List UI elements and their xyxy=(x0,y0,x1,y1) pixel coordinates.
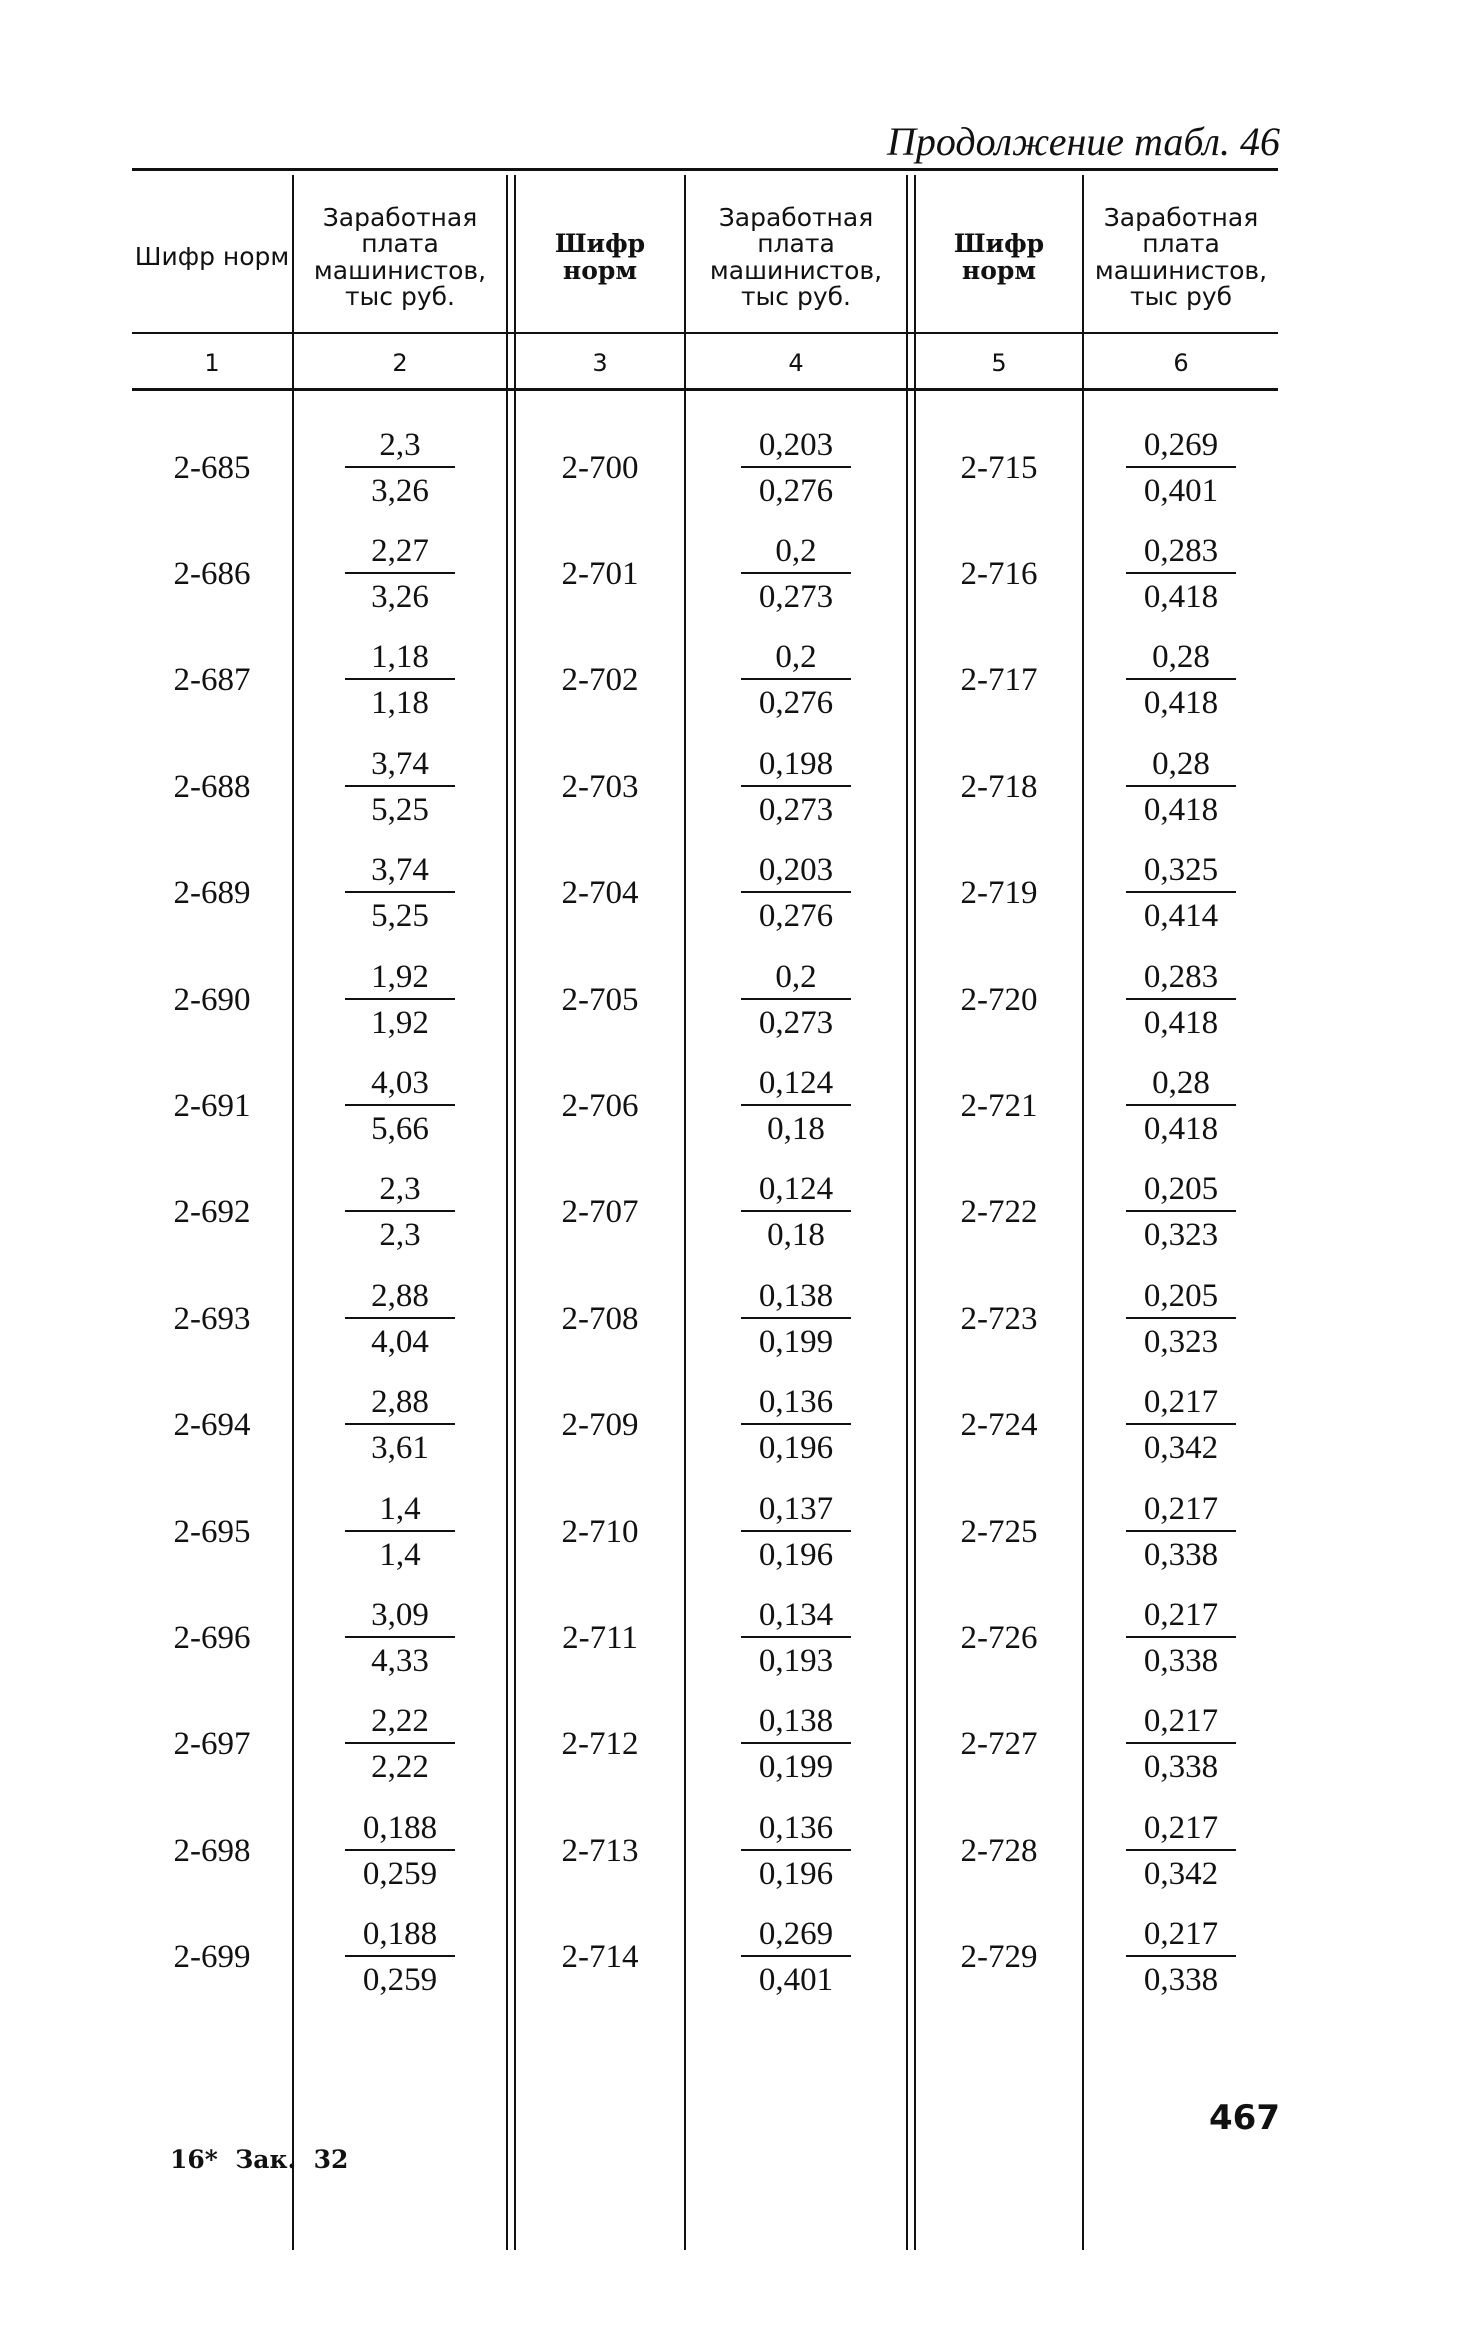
wage-denominator: 0,18 xyxy=(767,1110,825,1147)
norm-code-cell: 2-700 xyxy=(561,449,639,486)
wage-numerator: 3,74 xyxy=(345,748,455,787)
page-number: 467 xyxy=(1209,2098,1280,2138)
wage-denominator: 5,25 xyxy=(371,898,429,935)
norm-code-cell: 2-708 xyxy=(561,1300,639,1337)
norm-code-cell: 2-710 xyxy=(561,1513,639,1550)
wage-cell xyxy=(686,1585,906,1691)
norm-code-cell: 2-701 xyxy=(561,555,639,592)
wage-numerator: 0,217 xyxy=(1126,1705,1236,1744)
header-code-1: Шифр норм xyxy=(134,242,290,272)
wage-cell xyxy=(686,734,906,840)
wage-denominator: 0,342 xyxy=(1143,1430,1219,1467)
norm-code-cell: 2-688 xyxy=(173,768,251,805)
wage-denominator: 2,22 xyxy=(371,1749,429,1786)
norm-code-cell: 2-707 xyxy=(561,1194,639,1231)
wage-cell xyxy=(686,1053,906,1159)
wage-denominator: 0,323 xyxy=(1143,1323,1219,1360)
wage-numerator: 0,138 xyxy=(741,1705,851,1744)
wage-denominator: 0,338 xyxy=(1143,1536,1219,1573)
norm-code-cell: 2-705 xyxy=(561,981,639,1018)
wage-numerator: 0,203 xyxy=(741,854,851,893)
wage-denominator: 0,418 xyxy=(1143,791,1219,828)
wage-denominator: 3,26 xyxy=(371,472,429,509)
wage-denominator: 0,418 xyxy=(1143,1110,1219,1147)
norm-code-cell: 2-703 xyxy=(561,768,639,805)
wage-cell xyxy=(686,521,906,627)
column-number: 4 xyxy=(788,349,804,377)
column-number: 6 xyxy=(1173,349,1189,377)
norm-code-cell: 2-721 xyxy=(960,1087,1038,1124)
header-rule xyxy=(132,332,1278,334)
norm-code-cell: 2-725 xyxy=(960,1513,1038,1550)
wage-numerator: 0,188 xyxy=(345,1918,455,1957)
wage-numerator: 4,03 xyxy=(345,1067,455,1106)
wage-numerator: 0,137 xyxy=(741,1493,851,1532)
wage-denominator: 1,92 xyxy=(371,1004,429,1041)
wage-numerator: 0,28 xyxy=(1126,641,1236,680)
wage-cell xyxy=(294,1692,506,1798)
wage-numerator: 0,2 xyxy=(741,961,851,1000)
norm-code-cell: 2-719 xyxy=(960,875,1038,912)
wage-cell xyxy=(1084,1053,1278,1159)
wage-denominator: 1,18 xyxy=(371,685,429,722)
wage-cell xyxy=(294,1266,506,1372)
wage-denominator: 0,338 xyxy=(1143,1962,1219,1999)
wage-numerator: 3,09 xyxy=(345,1599,455,1638)
wage-denominator: 5,25 xyxy=(371,791,429,828)
wage-cell xyxy=(294,1585,506,1691)
wage-denominator: 0,273 xyxy=(758,578,834,615)
wage-cell xyxy=(1084,521,1278,627)
wage-cell xyxy=(1084,1266,1278,1372)
column-number: 1 xyxy=(204,349,220,377)
wage-numerator: 3,74 xyxy=(345,854,455,893)
norm-code-cell: 2-697 xyxy=(173,1726,251,1763)
norm-code-cell: 2-690 xyxy=(173,981,251,1018)
wage-cell xyxy=(294,1373,506,1479)
wage-denominator: 1,4 xyxy=(379,1536,421,1573)
wage-numerator: 1,4 xyxy=(345,1493,455,1532)
column-number: 3 xyxy=(592,349,608,377)
norm-code-cell: 2-686 xyxy=(173,555,251,592)
wage-cell xyxy=(1084,947,1278,1053)
wage-cell xyxy=(1084,415,1278,521)
wage-denominator: 0,276 xyxy=(758,898,834,935)
norm-code-cell: 2-704 xyxy=(561,875,639,912)
wage-cell xyxy=(1084,1798,1278,1904)
wage-numerator: 0,2 xyxy=(741,641,851,680)
wage-denominator: 5,66 xyxy=(371,1110,429,1147)
wage-cell xyxy=(294,1479,506,1585)
norm-code-cell: 2-691 xyxy=(173,1087,251,1124)
header-pay-1: Заработная плата машинистов, тыс руб. xyxy=(313,202,487,311)
wage-cell xyxy=(1084,734,1278,840)
norm-code-cell: 2-715 xyxy=(960,449,1038,486)
numbers-rule xyxy=(132,388,1278,391)
wage-numerator: 0,269 xyxy=(1126,429,1236,468)
column-number: 5 xyxy=(991,349,1007,377)
wage-denominator: 0,401 xyxy=(1143,472,1219,509)
wage-denominator: 0,259 xyxy=(362,1962,438,1999)
norm-code-cell: 2-694 xyxy=(173,1407,251,1444)
wage-numerator: 0,283 xyxy=(1126,961,1236,1000)
wage-numerator: 0,269 xyxy=(741,1918,851,1957)
wage-denominator: 0,414 xyxy=(1143,898,1219,935)
norm-code-cell: 2-724 xyxy=(960,1407,1038,1444)
wage-denominator: 4,04 xyxy=(371,1323,429,1360)
wage-numerator: 0,217 xyxy=(1126,1812,1236,1851)
norm-code-cell: 2-699 xyxy=(173,1939,251,1976)
norm-code-cell: 2-702 xyxy=(561,662,639,699)
wage-denominator: 0,273 xyxy=(758,791,834,828)
wage-cell xyxy=(1084,841,1278,947)
norm-code-cell: 2-711 xyxy=(562,1619,638,1656)
wage-denominator: 2,3 xyxy=(379,1217,421,1254)
wage-denominator: 0,401 xyxy=(758,1962,834,1999)
wage-cell xyxy=(294,628,506,734)
wage-numerator: 0,28 xyxy=(1126,748,1236,787)
wage-cell xyxy=(686,1373,906,1479)
wage-numerator: 0,198 xyxy=(741,748,851,787)
wage-numerator: 0,124 xyxy=(741,1173,851,1212)
wage-numerator: 0,188 xyxy=(345,1812,455,1851)
wage-denominator: 0,196 xyxy=(758,1430,834,1467)
norm-code-cell: 2-717 xyxy=(960,662,1038,699)
wage-numerator: 2,88 xyxy=(345,1386,455,1425)
wage-denominator: 4,33 xyxy=(371,1642,429,1679)
wage-numerator: 2,3 xyxy=(345,1173,455,1212)
wage-numerator: 2,27 xyxy=(345,535,455,574)
norm-code-cell: 2-723 xyxy=(960,1300,1038,1337)
wage-denominator: 0,418 xyxy=(1143,685,1219,722)
table-caption: Продолжение табл. 46 xyxy=(886,119,1280,164)
wage-numerator: 0,217 xyxy=(1126,1599,1236,1638)
wage-denominator: 0,276 xyxy=(758,472,834,509)
wage-denominator: 0,418 xyxy=(1143,1004,1219,1041)
wage-cell xyxy=(686,628,906,734)
norm-code-cell: 2-714 xyxy=(561,1939,639,1976)
header-pay-3: Заработная плата машинистов, тыс руб xyxy=(1094,202,1268,311)
wage-numerator: 0,217 xyxy=(1126,1493,1236,1532)
wage-denominator: 0,418 xyxy=(1143,578,1219,615)
wage-cell xyxy=(686,415,906,521)
wage-numerator: 0,136 xyxy=(741,1812,851,1851)
norm-code-cell: 2-685 xyxy=(173,449,251,486)
norm-code-cell: 2-718 xyxy=(960,768,1038,805)
header-code-3: Шифр норм xyxy=(953,229,1045,285)
wage-numerator: 0,217 xyxy=(1126,1386,1236,1425)
norm-code-cell: 2-696 xyxy=(173,1619,251,1656)
wage-cell xyxy=(1084,1692,1278,1798)
norm-code-cell: 2-698 xyxy=(173,1832,251,1869)
wage-numerator: 2,88 xyxy=(345,1280,455,1319)
wage-cell xyxy=(1084,628,1278,734)
column-divider-double xyxy=(506,175,516,2250)
wage-cell xyxy=(294,1798,506,1904)
wage-numerator: 0,138 xyxy=(741,1280,851,1319)
wage-numerator: 1,92 xyxy=(345,961,455,1000)
norm-code-cell: 2-689 xyxy=(173,875,251,912)
wage-numerator: 2,22 xyxy=(345,1705,455,1744)
wage-numerator: 0,325 xyxy=(1126,854,1236,893)
wage-cell xyxy=(686,841,906,947)
wage-cell xyxy=(686,1479,906,1585)
column-number: 2 xyxy=(392,349,408,377)
norm-code-cell: 2-692 xyxy=(173,1194,251,1231)
wage-numerator: 0,124 xyxy=(741,1067,851,1106)
wage-denominator: 3,26 xyxy=(371,578,429,615)
wage-numerator: 0,136 xyxy=(741,1386,851,1425)
printer-footer: 16* Зак. 32 xyxy=(170,2145,349,2174)
wage-denominator: 0,196 xyxy=(758,1536,834,1573)
wage-denominator: 0,342 xyxy=(1143,1855,1219,1892)
wage-cell xyxy=(294,841,506,947)
wage-cell xyxy=(686,1160,906,1266)
norm-code-cell: 2-729 xyxy=(960,1939,1038,1976)
norm-code-cell: 2-712 xyxy=(561,1726,639,1763)
wage-cell xyxy=(294,521,506,627)
wage-numerator: 0,205 xyxy=(1126,1173,1236,1212)
wage-denominator: 0,273 xyxy=(758,1004,834,1041)
norm-code-cell: 2-728 xyxy=(960,1832,1038,1869)
table-top-rule xyxy=(132,168,1278,171)
norm-code-cell: 2-695 xyxy=(173,1513,251,1550)
wage-cell xyxy=(686,1798,906,1904)
wage-denominator: 0,276 xyxy=(758,685,834,722)
norm-code-cell: 2-720 xyxy=(960,981,1038,1018)
wage-denominator: 3,61 xyxy=(371,1430,429,1467)
norm-code-cell: 2-713 xyxy=(561,1832,639,1869)
wage-cell xyxy=(294,947,506,1053)
column-divider-double xyxy=(906,175,916,2250)
wage-cell xyxy=(294,1053,506,1159)
wage-denominator: 0,199 xyxy=(758,1323,834,1360)
norm-code-cell: 2-687 xyxy=(173,662,251,699)
wage-denominator: 0,18 xyxy=(767,1217,825,1254)
wage-denominator: 0,196 xyxy=(758,1855,834,1892)
wage-numerator: 0,217 xyxy=(1126,1918,1236,1957)
wage-numerator: 0,134 xyxy=(741,1599,851,1638)
wage-cell xyxy=(686,1905,906,2011)
wage-numerator: 0,283 xyxy=(1126,535,1236,574)
wage-cell xyxy=(294,734,506,840)
wage-numerator: 1,18 xyxy=(345,641,455,680)
norm-code-cell: 2-722 xyxy=(960,1194,1038,1231)
norm-code-cell: 2-706 xyxy=(561,1087,639,1124)
norm-code-cell: 2-693 xyxy=(173,1300,251,1337)
norm-code-cell: 2-726 xyxy=(960,1619,1038,1656)
wage-cell xyxy=(1084,1585,1278,1691)
wage-numerator: 0,28 xyxy=(1126,1067,1236,1106)
wage-cell xyxy=(686,947,906,1053)
wage-denominator: 0,199 xyxy=(758,1749,834,1786)
norm-code-cell: 2-709 xyxy=(561,1407,639,1444)
wage-cell xyxy=(294,1160,506,1266)
wage-denominator: 0,323 xyxy=(1143,1217,1219,1254)
wage-denominator: 0,193 xyxy=(758,1642,834,1679)
wage-cell xyxy=(1084,1160,1278,1266)
wage-denominator: 0,259 xyxy=(362,1855,438,1892)
norm-code-cell: 2-716 xyxy=(960,555,1038,592)
wage-cell xyxy=(294,1905,506,2011)
wage-denominator: 0,338 xyxy=(1143,1749,1219,1786)
header-code-2: Шифр норм xyxy=(554,229,646,285)
wage-cell xyxy=(1084,1905,1278,2011)
wage-cell xyxy=(686,1692,906,1798)
wage-cell xyxy=(1084,1479,1278,1585)
header-pay-2: Заработная плата машинистов, тыс руб. xyxy=(709,202,883,311)
wage-numerator: 0,203 xyxy=(741,429,851,468)
wage-cell xyxy=(294,415,506,521)
wage-numerator: 2,3 xyxy=(345,429,455,468)
wage-cell xyxy=(1084,1373,1278,1479)
wage-denominator: 0,338 xyxy=(1143,1642,1219,1679)
wage-numerator: 0,205 xyxy=(1126,1280,1236,1319)
wage-numerator: 0,2 xyxy=(741,535,851,574)
norm-code-cell: 2-727 xyxy=(960,1726,1038,1763)
wage-cell xyxy=(686,1266,906,1372)
